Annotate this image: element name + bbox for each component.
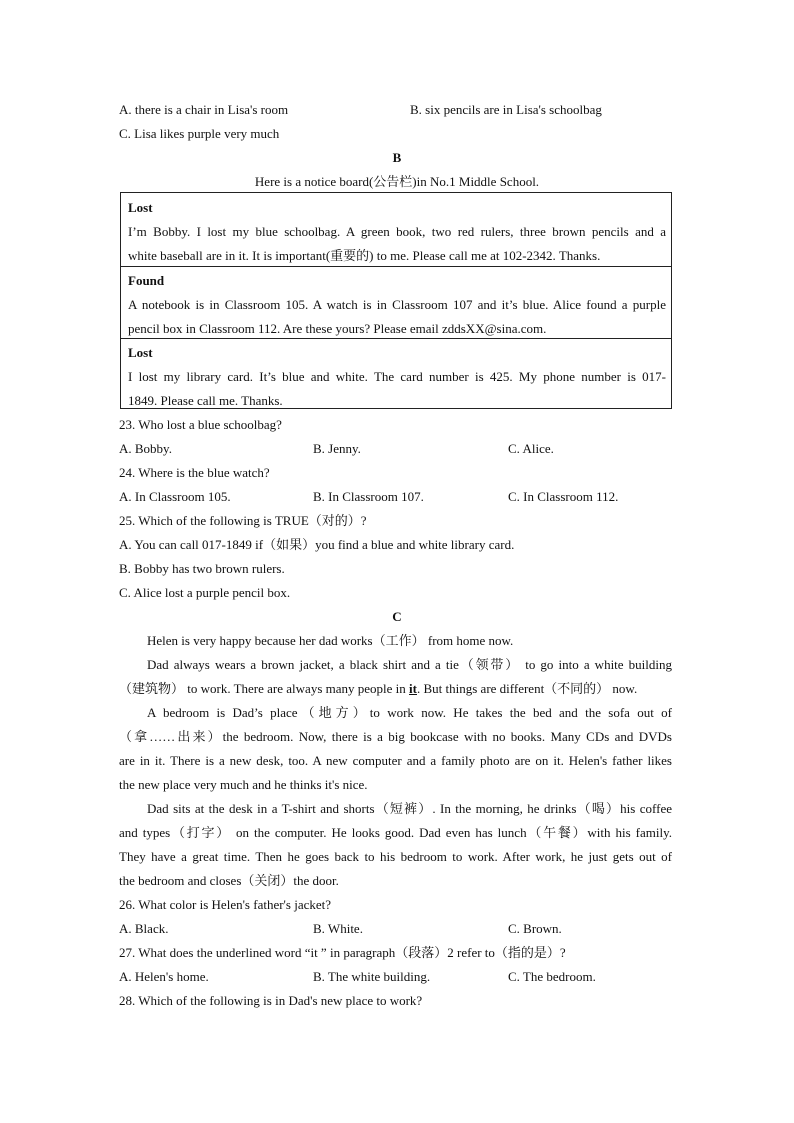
answer-option: C. Alice lost a purple pencil box. (119, 585, 291, 600)
question-stem: 25. Which of the following is TRUE（对的）? (119, 513, 367, 528)
paragraph-line: Dad always wears a brown jacket, a black shirt and a tie（领带） to go into a white building (147, 657, 672, 672)
paragraph-line: （拿……出来）the bedroom. Now, there is a big bookcase with no books. Many CDs and DVDs (119, 729, 672, 744)
text-segment: . But things are different（不同的） now. (416, 681, 638, 696)
notice-text: 1849. Please call me. Thanks. (128, 393, 283, 408)
question-stem: 26. What color is Helen's father's jacket? (119, 897, 332, 912)
notice-divider (121, 338, 671, 339)
question-stem: 27. What does the underlined word “it ” in paragraph（段落）2 refer to（指的是）? (119, 945, 566, 960)
notice-title: Found (128, 273, 165, 288)
paragraph-line: A bedroom is Dad’s place（地方）to work now. He takes the bed and the sofa out of (147, 705, 672, 720)
notice-board (120, 192, 672, 409)
answer-option: C. In Classroom 112. (508, 489, 619, 504)
paragraph-line: and types（打字） on the computer. He looks good. Dad even has lunch（午餐）with his family. (119, 825, 672, 840)
answer-option: A. Black. (119, 921, 169, 936)
paragraph-line (119, 681, 637, 697)
answer-option: B. Bobby has two brown rulers. (119, 561, 285, 576)
notice-text: I lost my library card. It’s blue and white. The card number is 425. My phone number is 017- (128, 369, 666, 384)
question-stem: 28. Which of the following is in Dad's new place to work? (119, 993, 423, 1008)
notice-divider (121, 266, 671, 267)
section-c-heading: C (392, 609, 402, 624)
answer-option: B. In Classroom 107. (313, 489, 424, 504)
underlined-word: it (409, 681, 417, 696)
notice-text: pencil box in Classroom 112. Are these yours? Please email zddsXX@sina.com. (128, 321, 547, 336)
notice-text: white baseball are in it. It is important(重要的) to me. Please call me at 102-2342. Thanks. (128, 248, 601, 263)
question-stem: 24. Where is the blue watch? (119, 465, 270, 480)
question-stem: 23. Who lost a blue schoolbag? (119, 417, 282, 432)
notice-title: Lost (128, 200, 153, 215)
paragraph-line: Dad sits at the desk in a T-shirt and shorts（短裤）. In the morning, he drinks（喝）his coffee (147, 801, 672, 816)
answer-option: C. Brown. (508, 921, 562, 936)
paragraph-line: the bedroom and closes（关闭）the door. (119, 873, 339, 888)
paragraph-line: are in it. There is a new desk, too. A new computer and a family photo are on it. Helen's father likes (119, 753, 672, 768)
answer-option: B. White. (313, 921, 363, 936)
text-segment: （建筑物） to work. There are always many people in (119, 681, 410, 696)
paragraph-line: the new place very much and he thinks it's nice. (119, 777, 368, 792)
notice-text: A notebook is in Classroom 105. A watch is in Classroom 107 and it’s blue. Alice found a purple (128, 297, 666, 312)
section-b-intro: Here is a notice board(公告栏)in No.1 Middle School. (254, 174, 540, 189)
paragraph-line: They have a great time. Then he goes back to his bedroom to work. After work, he just gets out of (119, 849, 672, 864)
answer-option: B. Jenny. (313, 441, 361, 456)
notice-title: Lost (128, 345, 153, 360)
notice-text: I’m Bobby. I lost my blue schoolbag. A green book, two red rulers, three brown pencils and a (128, 224, 666, 239)
answer-option: B. The white building. (313, 969, 431, 984)
option-c: C. Lisa likes purple very much (119, 126, 280, 141)
answer-option: A. In Classroom 105. (119, 489, 231, 504)
paragraph-line: Helen is very happy because her dad works（工作） from home now. (147, 633, 514, 648)
answer-option: C. The bedroom. (508, 969, 596, 984)
section-b-heading: B (392, 150, 402, 165)
answer-option: C. Alice. (508, 441, 554, 456)
option-a: A. there is a chair in Lisa's room (119, 102, 289, 117)
answer-option: A. You can call 017-1849 if（如果）you find a blue and white library card. (119, 537, 515, 552)
option-b: B. six pencils are in Lisa's schoolbag (410, 102, 602, 117)
answer-option: A. Helen's home. (119, 969, 209, 984)
answer-option: A. Bobby. (119, 441, 172, 456)
